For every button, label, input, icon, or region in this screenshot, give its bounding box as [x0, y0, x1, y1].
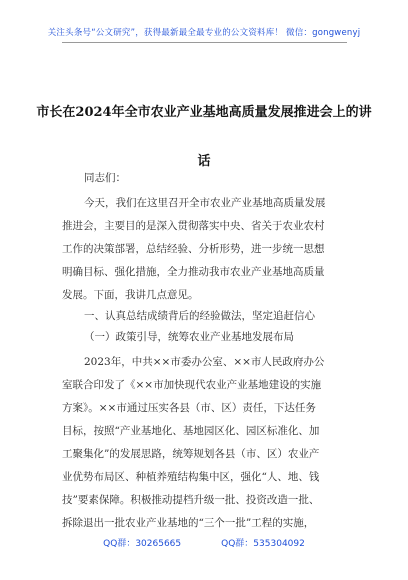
- paragraph-line: 工作的决策部署，总结经验、分析形势，进一步统一思想: [62, 243, 325, 255]
- paragraph-line: 业优势布局区、种植养殖结构集中区，强化“人、地、钱: [62, 471, 320, 483]
- paragraph-line: 方案》。××市通过压实各县（市、区）责任，下达任务: [62, 402, 316, 414]
- paragraph-line: 技”要素保障。积极推动提档升级一批、投资改造一批、: [62, 494, 320, 506]
- header-banner: 关注头条号“公文研究”，获得最新最全最专业的公文资料库！ 微信：gongwenyj: [47, 28, 361, 38]
- paragraph-line: 室联合印发了《××市加快现代农业产业基地建设的实施: [62, 379, 322, 391]
- paragraph-line: 拆除退出一批农业产业基地的“三个一批”工程的实施，: [62, 517, 315, 529]
- paragraph-line: 发展。下面，我讲几点意见。: [62, 289, 199, 301]
- paragraph-line: 工聚集化”的发展思路，统筹规划各县（市、区）农业产: [62, 448, 320, 460]
- footer-qq-group-1: QQ群：30265665: [103, 539, 182, 549]
- footer-qq-group-2: QQ群：535304092: [221, 539, 305, 549]
- section-heading: 一、认真总结成绩背后的经验做法，坚定追赶信心: [84, 310, 315, 322]
- salutation: 同志们：: [84, 172, 126, 184]
- paragraph-line: 明确目标、强化措施，全力推动我市农业产业基地高质量: [62, 266, 325, 278]
- subsection-heading: （一）政策引导，统筹农业产业基地发展布局: [84, 331, 294, 343]
- paragraph-line: 推进会，主要目的是深入贯彻落实中央、省关于农业农村: [62, 220, 325, 232]
- paragraph-line: 2023年，中共××市委办公室、××市人民政府办公: [84, 356, 325, 368]
- header-divider: [62, 42, 347, 43]
- document-title-line-2: 话: [197, 154, 211, 169]
- paragraph-line: 目标，按照“产业基地化、基地园区化、园区标准化、加: [62, 425, 320, 437]
- footer-contacts: [0, 536, 408, 549]
- document-title-line-1: 市长在2024年全市农业产业基地高质量发展推进会上的讲: [36, 105, 372, 120]
- paragraph-line: 今天，我们在这里召开全市农业产业基地高质量发展: [84, 197, 326, 209]
